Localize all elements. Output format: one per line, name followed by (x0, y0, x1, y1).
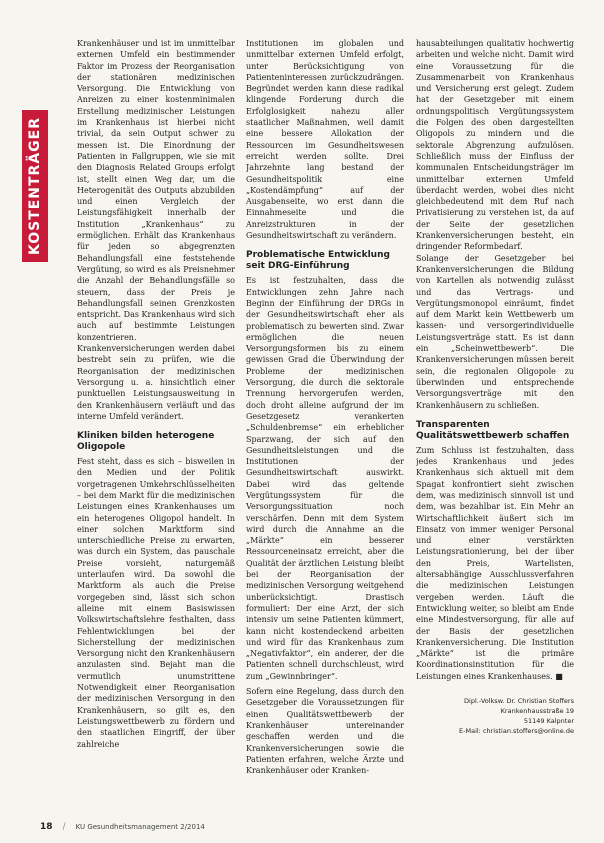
author-email: E-Mail: christian.stoffers@online.de (459, 727, 574, 736)
subheading: Kliniken bilden heterogene Oligopole (77, 431, 215, 453)
page-footer (40, 820, 564, 834)
author-signature (416, 696, 574, 736)
paragraph: Es ist festzuhalten, dass die Entwicklungen zehn Jahre nach Beginn der Einführung der DRGs in der Gesundheitswirtschaft eher als problematisch zu bewerten sind. Zwar ermöglichen die neuen Versorgungsformen bis zu einem gewissen Grad die Überwindung der Probleme der medizinischen Versorgung, die durch die sektorale Trennung hervorgerufen werden, doch droht alleine aufgrund der im Gesetzgesetz verankerten „Schuldenbremse“ ein erheblicher Sparzwang, der sich auf den Gesundheitsleistungen und die Institutionen der Gesundheitswirtschaft auswirkt. Dabei wird das geltende Vergütungssystem für die Versorgungssituation noch verschärfen. Denn mit dem System wird durch die Annahme an die „Märkte“ ein besserer Ressourceneinsatz erreicht, aber die Qualität der ärztlichen Leistung bleibt bei der Reorganisation der medizinischen Versorgung weitgehend unberücksichtigt. Drastisch formuliert: Der eine Arzt, der sich intensiv um seine Patienten kümmert, kann nicht kostendeckend arbeiten und wird für das Krankenhaus zum „Negativfaktor“, ein anderer, der die Patienten schnell durchschleust, wird zum „Gewinnbringer“. (246, 276, 404, 681)
paragraph: hausabteilungen qualitativ hochwertig arbeiten und welche nicht. Damit wird eine Voraussetzung für die Zusammenarbeit von Krankenhaus und Versicherung erst gelegt. Zudem hat der Gesetzgeber mit einem ordnungspolitisch Vergütungssystem die Folgen des oben dargestellten Oligopols zu mindern und die sektorale Abgrenzung aufzulösen. Schließlich muss der Einfluss der kommunalen Entscheidungsträger im unmittelbar externen Umfeld überdacht werden, wobei dies nicht gleichbedeutend mit dem Ruf nach Privatisierung zu verstehen ist, da auf der Seite der gesetzlichen Krankenversicherungen besteht, ein dringender Reformbedarf. (416, 39, 574, 252)
author-street: Krankenhausstraße 19 (500, 707, 574, 716)
text-column-3 (416, 38, 574, 830)
text-column-1 (77, 38, 235, 830)
paragraph (416, 445, 574, 682)
text-column-2 (246, 38, 404, 830)
page-number: 18 (40, 822, 53, 832)
author-city: 51149 Kalpnter (523, 717, 574, 726)
subheading: Problematische Entwicklung seit DRG-Einführung (246, 250, 390, 272)
journal-name: KU Gesundheitsmanagement 2/2014 (75, 823, 205, 831)
paragraph: Solange der Gesetzgeber bei Krankenversicherungen die Bildung von Kartellen als notwendig zulässt und das Vertrags- und Vergütungsmonopol einräumt, findet auf dem Markt kein Wettbewerb um kassen- und versorgerindividuelle Leistungsverträge statt. Es ist dann ein „Scheinwettbewerb“. Die Krankenversicherungen müssen bereit sein, die regionalen Oligopole zu überwinden und entsprechende Versorgungsverträge mit den Krankenhäusern zu schließen. (416, 253, 574, 410)
paragraph: Institutionen im globalen und unmittelbar externen Umfeld erfolgt, unter Berücksichtigung von Patienteninteressen zurückzudrängen. Begründet werden kann diese radikal klingende Forderung durch die Erfolglosigkeit nahezu aller staatlicher Maßnahmen, weil damit eine bessere Allokation der Ressourcen im Gesundheitswesen erreicht werden sollte. Drei Jahrzehnte lang bestand der Gesundheitspolitik eine „Kostendämpfung“ auf der Ausgabenseite, wo erst dann die Einnahmeseite und die Anreizstrukturen in der Gesundheitswirtschaft zu verändern. (246, 39, 404, 241)
paragraph-text: Zum Schluss ist festzuhalten, dass jedes Krankenhaus und jedes Krankenhaus sich aktuell mit dem Spagat konfrontiert sieht zwischen dem, was medizinisch sinnvoll ist und dem, was bezahlbar ist. Ein Mehr an Wirtschaftlichkeit äußert sich im Einsatz von immer weniger Personal und einer verstärkten Leistungsrationierung, bei der über den Preis, Wartelisten, altersabhängige Ausschlussverfahren die medizinischen Leistungen vergeben werden. Läuft die Entwicklung weiter, so bleibt am Ende eine Mindestversorgung, für alle auf der Basis der gesetzlichen Krankenversicherung. Die Institution „Märkte“ ist die primäre Koordinationsinstitution für die Leistungen eines Krankenhauses. (416, 445, 574, 681)
paragraph: Krankenhäuser und ist im unmittelbar externen Umfeld ein bestimmender Faktor im Prozess der Reorganisation der stationären medizinischen Versorgung. Die Entwicklung von Anreizen zu einer kostenminimalen Erstellung medizinischer Leistungen im Krankenhaus ist hierbei nicht trivial, da sein Output schwer zu messen ist. Die Einordnung der Patienten in Fallgruppen, wie sie mit den Diagnosis Related Groups erfolgt ist, stellt einen Weg dar, um die Heterogenität des Outputs abzubilden und einen Vergleich der Leistungsfähigkeit innerhalb der Institution „Krankenhaus“ zu ermöglichen. Erhält das Krankenhaus für jeden so abgegrenzten Behandlungsfall eine feststehende Vergütung, so wird es als Preisnehmer die Anzahl der Behandlungsfälle so steuern, dass der Preis je Behandlungsfall seinen Grenzkosten entspricht. Das Krankenhaus wird sich auch auf bestimmte Leistungen konzentrieren. Krankenversicherungen werden dabei bestrebt sein zu prüfen, wie die Reorganisation der medizinischen Versorgung u. a. hinsichtlich einer punktuellen Leistungsausweitung in den Krankenhäusern verläuft und das interne Umfeld verändert. (77, 39, 235, 421)
section-tab (22, 110, 48, 262)
author-name: Dipl.-Volksw. Dr. Christian Stoffers (464, 697, 574, 706)
end-of-article-mark: ■ (555, 671, 563, 681)
paragraph: Fest steht, dass es sich – bisweilen in den Medien und der Politik vorgetragenen Umkehrschlüsselheiten – bei dem Markt für die medizinischen Leistungen eines Krankenhauses um ein heterogenes Oligopol handelt. In einer solchen Marktform sind unterschiedliche Preise zu erwarten, was durch ein System, das pauschale Preise vorsieht, naturgemäß unterlaufen wird. Da sowohl die Marktform als auch die Preise vorgegeben sind, lässt sich schon alleine mit einem Basiswissen Volkswirtschaftslehre festhalten, dass Fehlentwicklungen bei der Sicherstellung der medizinischen Versorgung nicht den Krankenhäusern anzulasten sind. Bejaht man die vermutlich unumstrittene Notwendigkeit einer Reorganisation der medizinischen Versorgung in den Krankenhäusern, so gilt es, den Leistungswettbewerb zu fördern und den staatlichen Eingriff, der über zahlreiche (77, 457, 235, 749)
subheading: Transparenten Qualitätswettbewerb schaffen (416, 419, 570, 441)
paragraph: Sofern eine Regelung, dass durch den Gesetzgeber die Voraussetzungen für einen Qualitätswettbewerb der Krankenhäuser untereinander geschaffen werden und die Krankenversicherungen sowie die Patienten erfahren, welche Ärzte und Krankenhäuser oder Kranken- (246, 687, 404, 776)
section-tab-label: KOSTENTRÄGER (27, 116, 44, 256)
footer-separator: / (62, 822, 66, 832)
